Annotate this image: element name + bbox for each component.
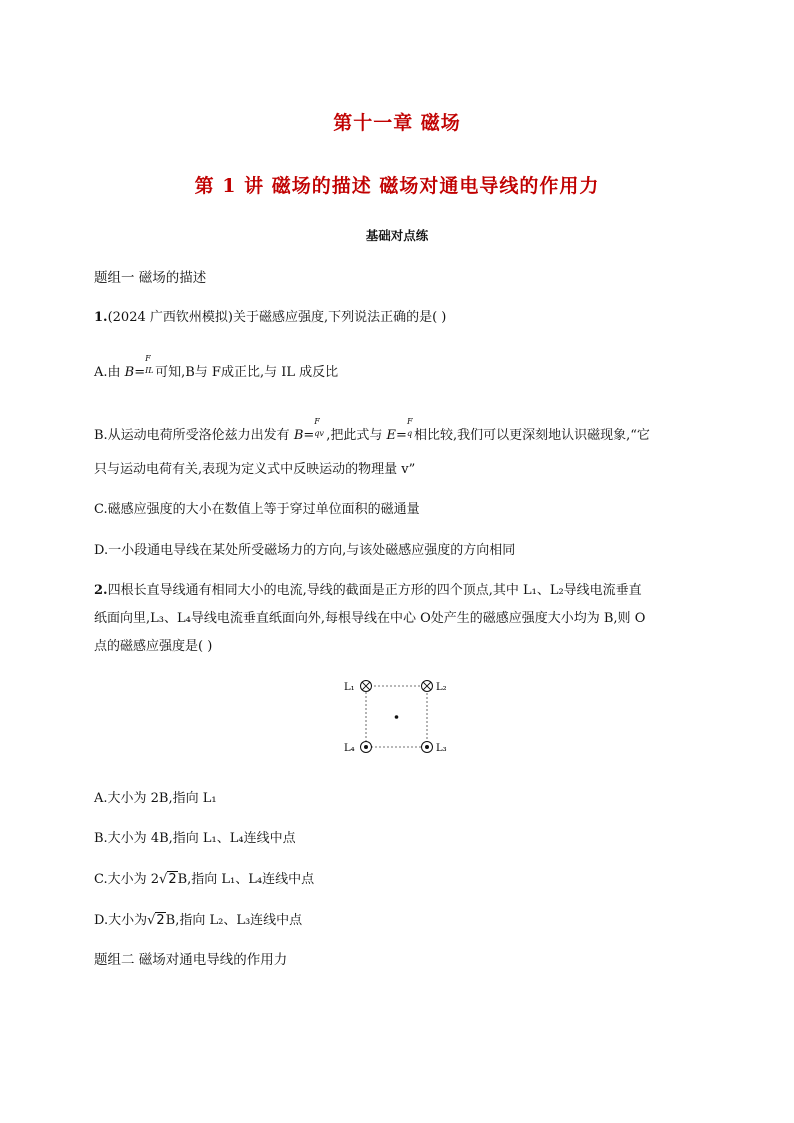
q2-option-c [94,868,314,887]
q1-option-b-fraction2 [406,417,414,440]
q1-option-a-lhs: B= [124,365,146,380]
q1-option-b-mid: ,把此式与 [326,428,387,443]
q1-option-b-line2: 只与运动电荷有关,表现为定义式中反映运动的物理量 v” [94,462,416,477]
q1-option-d: D.一小段通电导线在某处所受磁场力的方向,与该处磁感应强度的方向相同 [94,543,516,558]
wire-l1-into-page-icon [361,681,372,692]
fraction-numerator: F [406,417,413,426]
sqrt-symbol: √2 [159,872,177,887]
q1-option-b [94,417,650,443]
sqrt-radicand: 2 [168,872,177,887]
fraction-denominator: q [406,429,413,438]
fraction-denominator: qv [314,429,324,438]
q1-option-a [94,354,339,380]
q2-option-a: A.大小为 2B,指向 L₁ [94,791,217,806]
group-one-title: 题组一 磁场的描述 [94,270,207,286]
q1-option-b-rest: 相比较,我们可以更深刻地认识磁现象,“它 [413,428,650,443]
q2-number: 2. [94,583,108,598]
wire-l3-out-of-page-icon [422,742,433,753]
q2-stem-line1 [94,579,642,598]
q2-stem-line3: 点的磁感应强度是( ) [94,639,213,654]
label-l4: L₄ [344,743,355,754]
group-two-title: 题组二 磁场对通电导线的作用力 [94,952,288,968]
center-point-o [395,715,399,719]
fraction-numerator: F [314,417,320,426]
q2-option-c-prefix: C.大小为 2 [94,872,160,887]
square-wires-figure [340,675,460,757]
chapter-title: 第十一章 磁场 [333,112,461,134]
label-l1: L₁ [344,682,355,693]
q2-stem-line1-text: 四根长直导线通有相同大小的电流,导线的截面是正方形的四个顶点,其中 L₁、L₂导线电流垂直 [107,583,642,598]
fraction-numerator: F [145,354,151,363]
q1-option-b-lhs2: E= [386,428,407,443]
q2-stem-line2: 纸面向里,L₃、L₄导线电流垂直纸面向外,每根导线在中心 O处产生的磁感应强度大小均为 B,则 O [94,611,646,626]
q1-option-a-fraction [145,354,155,377]
wire-l4-out-of-page-icon [361,742,372,753]
q1-option-a-prefix: A.由 [94,365,125,380]
lesson-title: 第 1 讲 磁场的描述 磁场对通电导线的作用力 [194,175,600,197]
fraction-denominator: IL [145,366,154,375]
wire-l2-into-page-icon [422,681,433,692]
q2-option-d [94,909,302,928]
q1-option-c: C.磁感应强度的大小在数值上等于穿过单位面积的磁通量 [94,502,420,517]
section-title: 基础对点练 [365,228,429,243]
q1-option-a-rest: 可知,B与 F成正比,与 IL 成反比 [155,365,339,380]
sqrt-symbol: √2 [147,913,165,928]
q2-option-b: B.大小为 4B,指向 L₁、L₄连线中点 [94,831,296,846]
q1-option-b-fraction1 [314,417,326,440]
q1-stem [94,306,446,325]
q2-option-d-suffix: B,指向 L₂、L₃连线中点 [165,913,303,928]
q1-number: 1. [94,310,108,325]
sqrt-radicand: 2 [156,913,165,928]
label-l2: L₂ [436,682,447,693]
q1-option-b-prefix: B.从运动电荷所受洛伦兹力出发有 [94,428,294,443]
q2-option-c-suffix: B,指向 L₁、L₄连线中点 [177,872,315,887]
q1-stem-text: (2024 广西钦州模拟)关于磁感应强度,下列说法正确的是( ) [107,310,447,325]
q1-option-b-lhs1: B= [293,428,315,443]
label-l3: L₃ [436,743,447,754]
q2-option-d-prefix: D.大小为 [94,913,148,928]
